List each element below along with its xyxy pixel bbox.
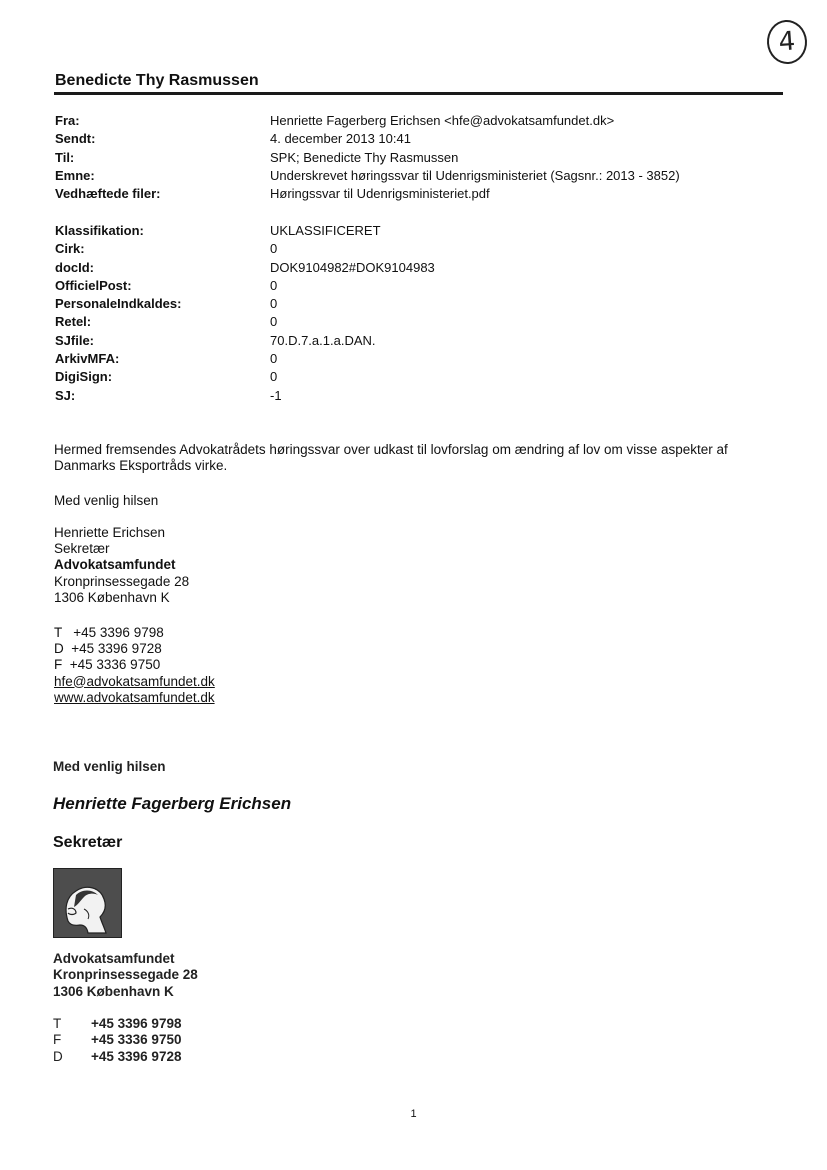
meta-row — [55, 313, 775, 331]
footer-phone-row — [53, 1049, 181, 1065]
meta-label: PersonaleIndkaldes: — [55, 296, 182, 312]
handwritten-page-mark: 4 — [766, 19, 809, 66]
meta-value: 0 — [270, 277, 278, 293]
meta-label: DigiSign: — [55, 369, 113, 385]
meta-label: ArkivMFA: — [55, 351, 120, 367]
meta-value: 70.D.7.a.1.a.DAN. — [270, 332, 376, 348]
meta-row — [55, 222, 775, 240]
header-row-from — [55, 112, 775, 130]
meta-label: SJ: — [55, 387, 76, 403]
meta-value: 0 — [270, 241, 278, 257]
meta-value: 0 — [270, 314, 278, 330]
signature-name: Henriette Erichsen — [54, 525, 166, 540]
meta-label: docId: — [55, 259, 94, 275]
meta-label: Retel: — [55, 314, 92, 330]
meta-row — [55, 240, 775, 258]
meta-value: DOK9104982#DOK9104983 — [270, 259, 435, 275]
meta-value: 0 — [270, 369, 278, 385]
header-label: Fra: — [55, 113, 80, 128]
header-value: Høringssvar til Udenrigsministeriet.pdf — [270, 186, 490, 202]
signature-street: Kronprinsessegade 28 — [54, 573, 190, 589]
signature-org: Advokatsamfundet — [54, 557, 176, 573]
header-row-subject — [55, 167, 775, 185]
meta-row — [55, 368, 775, 386]
email-greeting: Med venlig hilsen — [54, 493, 159, 508]
meta-label: Cirk: — [55, 241, 85, 257]
header-value: SPK; Benedicte Thy Rasmussen — [270, 149, 459, 165]
header-value: Henriette Fagerberg Erichsen <hfe@advokatsamfundet.dk> — [270, 113, 615, 128]
header-row-sent — [55, 130, 775, 148]
meta-value: UKLASSIFICERET — [270, 223, 381, 238]
header-row-attachments — [55, 185, 775, 203]
email-intro: Hermed fremsendes Advokatrådets høringssvar over udkast til lovforslag om ændring af lov om visse aspekter af Danmarks Eksportråds virke. — [54, 442, 728, 474]
meta-label: OfficielPost: — [55, 277, 132, 293]
meta-label: Klassifikation: — [55, 223, 144, 238]
footer-phones — [53, 1016, 181, 1065]
header-label: Vedhæftede filer: — [55, 186, 161, 202]
contact-direct: D +45 3396 9728 — [54, 641, 162, 657]
website-link[interactable]: www.advokatsamfundet.dk — [54, 689, 215, 705]
meta-value: 0 — [270, 296, 278, 312]
header-row-to — [55, 149, 775, 167]
advokatsamfundet-logo-icon — [53, 868, 122, 938]
contact-phone: T +45 3396 9798 — [54, 625, 164, 640]
footer-city: 1306 København K — [53, 983, 174, 999]
footer-signature-name: Henriette Fagerberg Erichsen — [53, 794, 292, 813]
meta-value: -1 — [270, 387, 282, 403]
footer-address — [53, 951, 198, 1000]
phone-value: +45 3336 9750 — [91, 1032, 182, 1048]
footer-street: Kronprinsessegade 28 — [53, 967, 198, 983]
meta-value: 0 — [270, 351, 278, 367]
phone-key: D — [53, 1048, 63, 1064]
footer-org: Advokatsamfundet — [53, 951, 175, 966]
header-value: Underskrevet høringssvar til Udenrigsministeriet (Sagsnr.: 2013 - 3852) — [270, 167, 680, 183]
signature-city: 1306 København K — [54, 589, 170, 605]
phone-key: T — [53, 1016, 62, 1031]
mailbox-owner: Benedicte Thy Rasmussen — [55, 72, 259, 89]
signature-title: Sekretær — [54, 541, 110, 557]
header-value: 4. december 2013 10:41 — [270, 131, 411, 147]
email-link[interactable]: hfe@advokatsamfundet.dk — [54, 673, 215, 689]
header-label: Til: — [55, 149, 75, 165]
email-meta-fields — [55, 222, 775, 405]
footer-phone-row — [53, 1016, 181, 1032]
email-signature — [54, 525, 774, 606]
meta-row — [55, 387, 775, 405]
footer-greeting: Med venlig hilsen — [53, 759, 166, 774]
meta-label: SJfile: — [55, 332, 95, 348]
meta-row — [55, 332, 775, 350]
meta-row — [55, 350, 775, 368]
meta-row — [55, 259, 775, 277]
phone-value: +45 3396 9798 — [91, 1016, 182, 1031]
page-number: 1 — [410, 1108, 417, 1120]
meta-row — [55, 277, 775, 295]
signature-contacts — [54, 625, 774, 706]
contact-fax: F +45 3336 9750 — [54, 657, 161, 673]
header-label: Sendt: — [55, 131, 96, 147]
phone-value: +45 3396 9728 — [91, 1048, 182, 1064]
footer-phone-row — [53, 1032, 181, 1048]
header-label: Emne: — [55, 167, 95, 183]
phone-key: F — [53, 1032, 62, 1048]
meta-row — [55, 295, 775, 313]
header-rule — [54, 92, 783, 95]
footer-signature-title: Sekretær — [53, 834, 123, 851]
email-header-fields — [55, 112, 775, 203]
